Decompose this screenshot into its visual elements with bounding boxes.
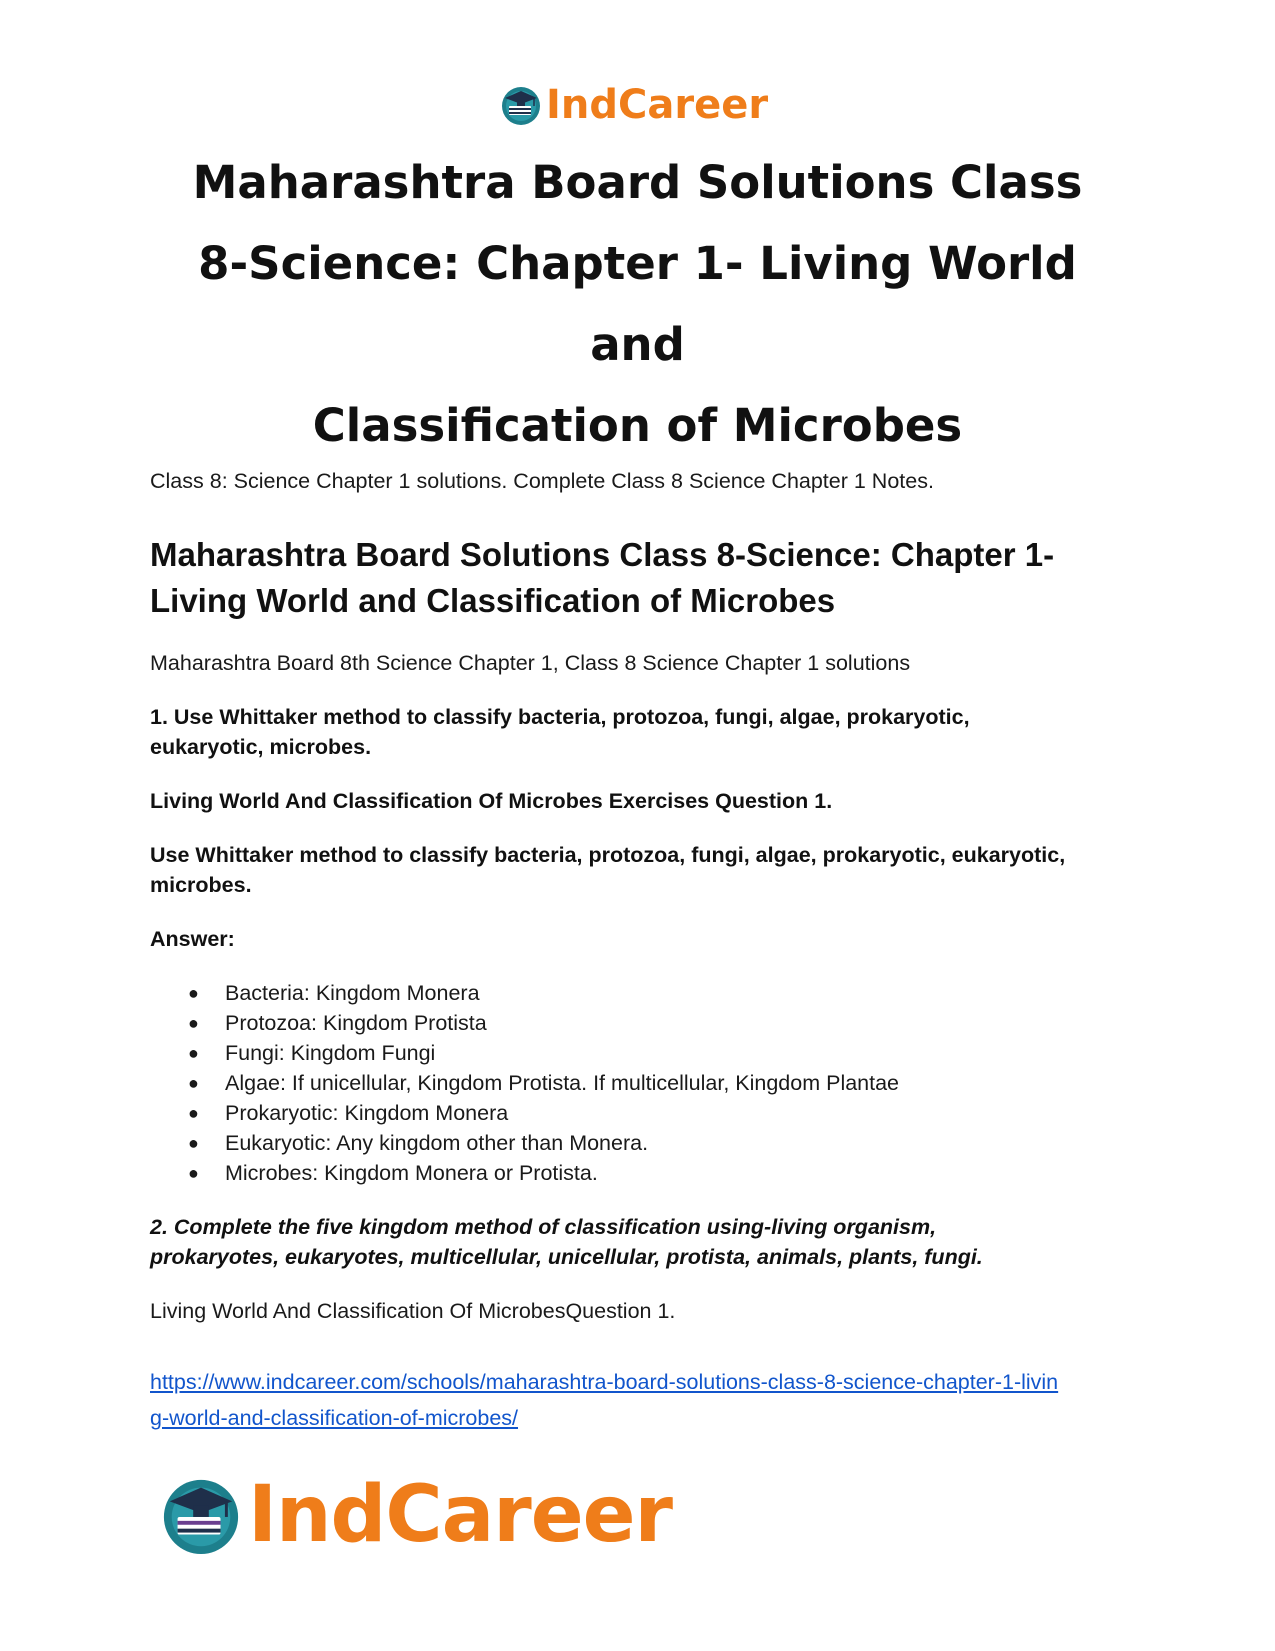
question-1-prompt-line: 1. Use Whittaker method to classify bacteria, protozoa, fungi, algae, prokaryotic, <box>150 705 970 729</box>
list-item-text: Prokaryotic: Kingdom Monera <box>225 1101 509 1125</box>
question-2-reference: Living World And Classification Of MicrobesQuestion 1. <box>150 1299 676 1323</box>
question-1-restated <box>150 840 1140 900</box>
title-line: Classification of Microbes <box>312 399 963 452</box>
question-1-prompt <box>150 702 1140 762</box>
bullet-icon: ● <box>188 1073 199 1093</box>
page-title <box>150 142 1125 466</box>
list-item <box>150 978 1140 1008</box>
list-item <box>150 1038 1140 1068</box>
graduation-cap-book-globe-icon <box>500 84 542 126</box>
list-item-text: Protozoa: Kingdom Protista <box>225 1011 487 1035</box>
question-2-prompt-line: prokaryotes, eukaryotes, multicellular, unicellular, protista, animals, plants, fungi. <box>150 1245 983 1269</box>
answer-list <box>150 978 1140 1188</box>
section-heading-line: Maharashtra Board Solutions Class 8-Science: Chapter 1- <box>150 536 1055 573</box>
question-1-restated-line: Use Whittaker method to classify bacteria, protozoa, fungi, algae, prokaryotic, eukaryotic, <box>150 843 1066 867</box>
list-item <box>150 1068 1140 1098</box>
title-line: Maharashtra Board Solutions Class <box>192 156 1083 209</box>
list-item <box>150 1128 1140 1158</box>
question-1-restated-line: microbes. <box>150 873 252 897</box>
answer-label: Answer: <box>150 927 235 951</box>
list-item-text: Fungi: Kingdom Fungi <box>225 1041 436 1065</box>
bullet-icon: ● <box>188 983 199 1003</box>
list-item-text: Microbes: Kingdom Monera or Protista. <box>225 1161 598 1185</box>
bullet-icon: ● <box>188 1043 199 1063</box>
exercise-reference: Living World And Classification Of Microbes Exercises Question 1. <box>150 789 833 813</box>
bullet-icon: ● <box>188 1163 199 1183</box>
bullet-icon: ● <box>188 1103 199 1123</box>
section-subtitle: Maharashtra Board 8th Science Chapter 1, Class 8 Science Chapter 1 solutions <box>150 651 911 675</box>
section-heading-line: Living World and Classification of Microbes <box>150 582 836 619</box>
bullet-icon: ● <box>188 1013 199 1033</box>
brand-wordmark: IndCareer <box>248 1470 672 1560</box>
graduation-cap-book-globe-icon <box>160 1474 242 1556</box>
list-item <box>150 1158 1140 1188</box>
list-item-text: Eukaryotic: Any kingdom other than Monera. <box>225 1131 649 1155</box>
list-item <box>150 1098 1140 1128</box>
header-logo <box>500 80 768 130</box>
document-content <box>150 466 1140 1436</box>
list-item-text: Algae: If unicellular, Kingdom Protista. If multicellular, Kingdom Plantae <box>225 1071 900 1095</box>
question-2-prompt <box>150 1212 1140 1272</box>
intro-paragraph: Class 8: Science Chapter 1 solutions. Complete Class 8 Science Chapter 1 Notes. <box>150 469 934 493</box>
section-heading <box>150 532 1140 624</box>
bullet-icon: ● <box>188 1133 199 1153</box>
list-item-text: Bacteria: Kingdom Monera <box>225 981 480 1005</box>
question-2-prompt-line: 2. Complete the five kingdom method of classification using-living organism, <box>150 1215 937 1239</box>
source-link-line[interactable]: g-world-and-classification-of-microbes/ <box>150 1406 519 1430</box>
title-line: 8-Science: Chapter 1- Living World and <box>198 237 1077 371</box>
brand-wordmark: IndCareer <box>546 82 769 128</box>
footer-logo <box>160 1470 672 1560</box>
source-link[interactable] <box>150 1364 1140 1436</box>
question-1-prompt-line: eukaryotic, microbes. <box>150 735 372 759</box>
list-item <box>150 1008 1140 1038</box>
source-link-line[interactable]: https://www.indcareer.com/schools/maharashtra-board-solutions-class-8-science-chapter-1-livin <box>150 1370 1059 1394</box>
